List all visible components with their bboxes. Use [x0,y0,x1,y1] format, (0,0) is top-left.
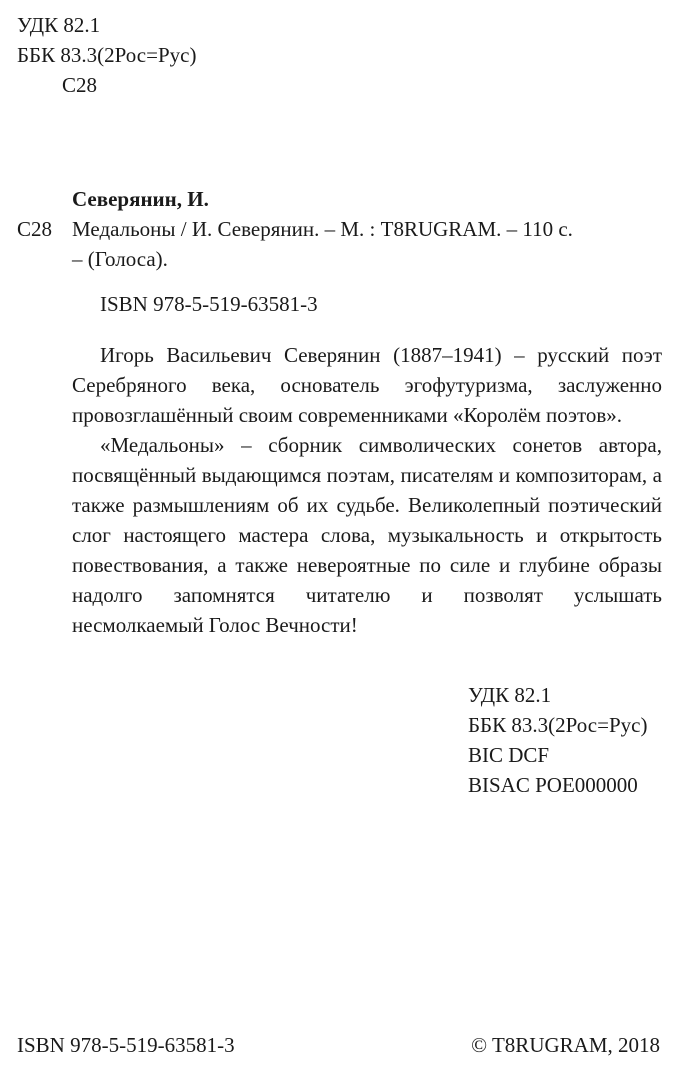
isbn-record: ISBN 978-5-519-63581-3 [100,292,318,316]
classification-udk: УДК 82.1 [468,683,552,707]
footer-isbn: ISBN 978-5-519-63581-3 [17,1033,235,1057]
annotation [72,340,662,640]
bibliographic-line-2: – (Голоса). [72,247,168,271]
bibliographic-record [72,214,662,274]
classification-bisac: BISAC POE000000 [468,773,638,797]
bibliographic-line-1: Медальоны / И. Северянин. – М. : T8RUGRAM. – 110 с. [72,217,573,241]
classification-block [468,680,647,800]
footer-copyright: © T8RUGRAM, 2018 [471,1033,660,1057]
udk-top: УДК 82.1 [17,13,101,37]
annotation-paragraph-1: Игорь Васильевич Северянин (1887–1941) – русский поэт Серебряного века, основатель эгофутуризма, заслуженно провозглашённый своим современниками «Королём поэтов». [72,343,662,427]
author-code-side: С28 [17,217,53,241]
author-heading: Северянин, И. [72,187,209,211]
classification-bbk: ББК 83.3(2Рос=Рус) [468,713,648,737]
author-code-top: С28 [62,73,98,97]
classification-bic: BIC DCF [468,743,550,767]
bbk-top: ББК 83.3(2Рос=Рус) [17,43,197,67]
annotation-paragraph-2: «Медальоны» – сборник символических сонетов автора, посвящённый выдающимся поэтам, писателям и композиторам, а также размышлениям об их судьбе. Великолепный поэтический слог настоящего мастера слова, музыкальность и открытость повествования, а также невероятные по силе и глубине образы надолго запомнятся читателю и позволят услышать несмолкаемый Голос Вечности! [72,433,662,637]
